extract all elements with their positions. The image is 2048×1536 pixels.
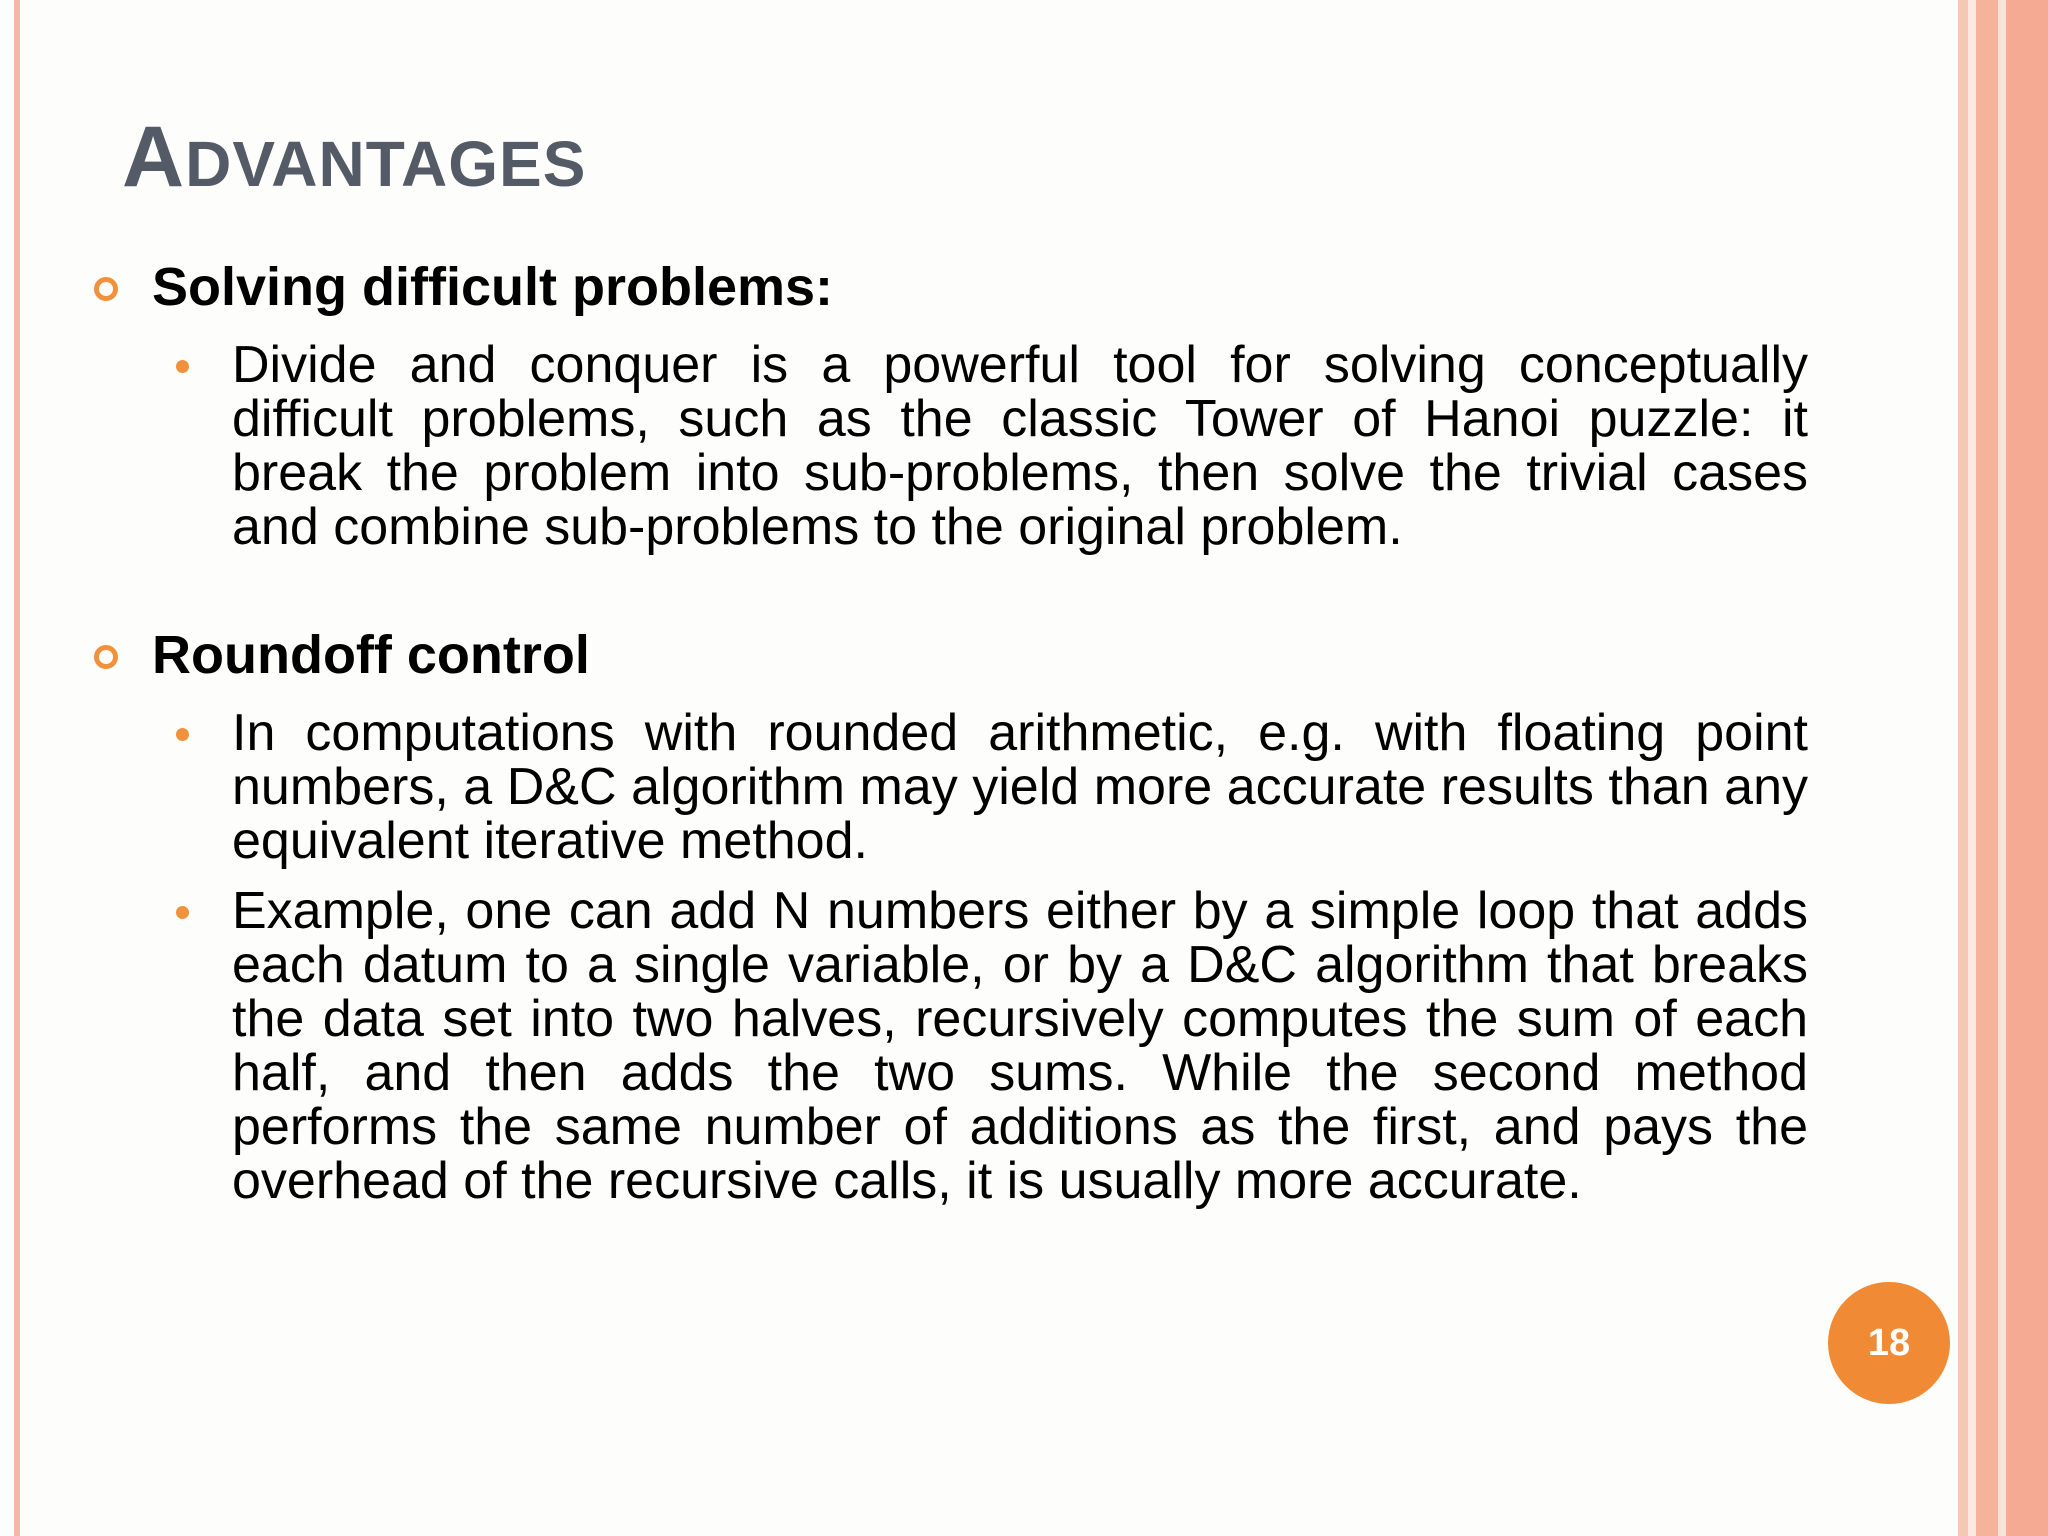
sub-bullet-item bbox=[88, 338, 1808, 554]
slide-title bbox=[122, 108, 586, 207]
orange-ring-icon bbox=[94, 277, 118, 301]
sub-bullet-item bbox=[88, 706, 1808, 868]
section-solving-difficult-problems bbox=[88, 252, 1808, 554]
orange-dot-icon bbox=[176, 906, 189, 919]
section-heading bbox=[88, 252, 1808, 322]
sub-bullet-list bbox=[88, 706, 1808, 1208]
slide-content bbox=[88, 252, 1808, 1208]
orange-dot-icon bbox=[176, 728, 189, 741]
right-decorative-stripes bbox=[1958, 0, 2048, 1536]
sub-bullet-text: Example, one can add N numbers either by a simple loop that adds each datum to a single variable, or by a D&C algorithm that breaks the data set into two halves, recursively computes the sum of each half, and then adds the two sums. While the second method performs the same number of additions as the first, and pays the overhead of the recursive calls, it is usually more accurate. bbox=[232, 882, 1808, 1210]
orange-ring-icon bbox=[94, 645, 118, 669]
slide-title-initial: A bbox=[122, 109, 186, 205]
slide-title-rest: DVANTAGES bbox=[185, 128, 587, 200]
orange-dot-icon bbox=[176, 360, 189, 373]
sub-bullet-list bbox=[88, 338, 1808, 554]
sub-bullet-item bbox=[88, 884, 1808, 1208]
sub-bullet-text: In computations with rounded arithmetic, e.g. with floating point numbers, a D&C algorithm may yield more accurate results than any equivalent iterative method. bbox=[232, 704, 1808, 870]
section-roundoff-control bbox=[88, 620, 1808, 1208]
sub-bullet-text: Divide and conquer is a powerful tool for solving conceptually difficult problems, such as the classic Tower of Hanoi puzzle: it break the problem into sub-problems, then solve the trivial cases and combine sub-problems to the original problem. bbox=[232, 336, 1808, 556]
left-border-line bbox=[14, 0, 20, 1536]
section-heading bbox=[88, 620, 1808, 690]
section-heading-text: Roundoff control bbox=[152, 625, 590, 685]
page-number-badge: 18 bbox=[1828, 1282, 1950, 1404]
section-heading-text: Solving difficult problems: bbox=[152, 257, 834, 317]
